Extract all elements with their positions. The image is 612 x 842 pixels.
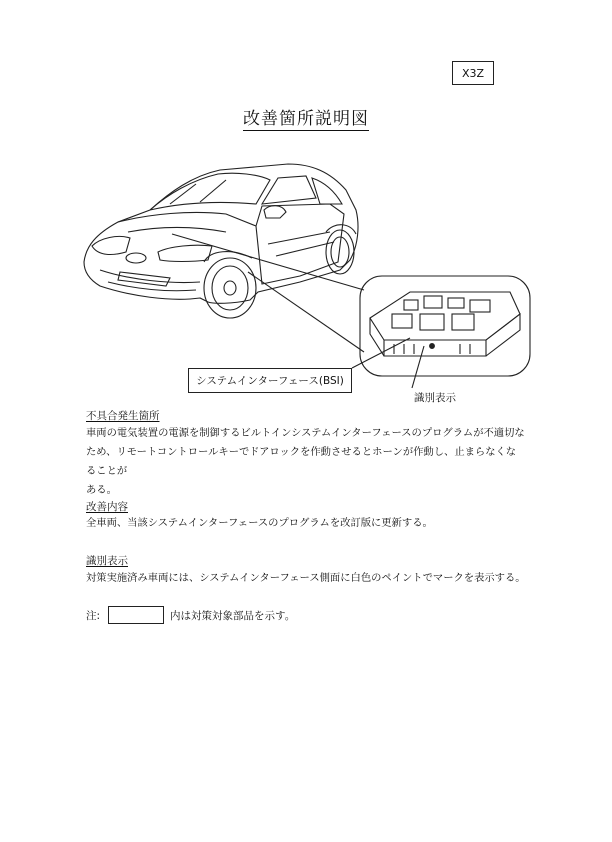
body-line: 車両の電気装置の電源を制御するビルトインシステムインターフェースのプログラムが不適切な: [86, 427, 525, 439]
bsi-callout-label: システムインターフェース(BSI): [196, 375, 344, 387]
leader-line-upper: [172, 234, 364, 290]
note-prefix: 注:: [86, 609, 101, 622]
section-heading-remedy: 改善内容: [86, 501, 128, 513]
car-drawing: [84, 164, 358, 318]
section-body-identification: [86, 569, 526, 588]
body-line: ため、リモートコントロールキーでドアロックを作動させるとホーンが作動し、止まらなくなることが: [86, 446, 517, 477]
section-body-remedy: [86, 514, 526, 533]
section-body-defect: [86, 424, 526, 500]
section-heading-identification: 識別表示: [86, 555, 128, 567]
car-bsi-illustration: [0, 150, 612, 400]
bsi-callout-label-box: [188, 368, 352, 393]
body-line: ある。: [86, 484, 117, 496]
note-line: [86, 606, 295, 624]
leader-line-label: [352, 338, 410, 368]
section-heading-defect: 不具合発生箇所: [86, 410, 160, 422]
identification-mark-label: 識別表示: [414, 392, 456, 404]
body-line: 対策実施済み車両には、システムインターフェース側面に白色のペイントでマークを表示する。: [86, 572, 526, 584]
document-code-box: [452, 61, 494, 85]
page-title: 改善箇所説明図: [243, 109, 369, 129]
body-line: 全車両、当該システムインターフェースのプログラムを改訂版に更新する。: [86, 517, 433, 529]
leader-line-lower: [248, 272, 364, 352]
note-sample-box: [108, 606, 164, 624]
note-suffix: 内は対策対象部品を示す。: [170, 609, 296, 622]
document-code: X3Z: [461, 66, 485, 80]
bsi-module-drawing: [370, 292, 520, 356]
